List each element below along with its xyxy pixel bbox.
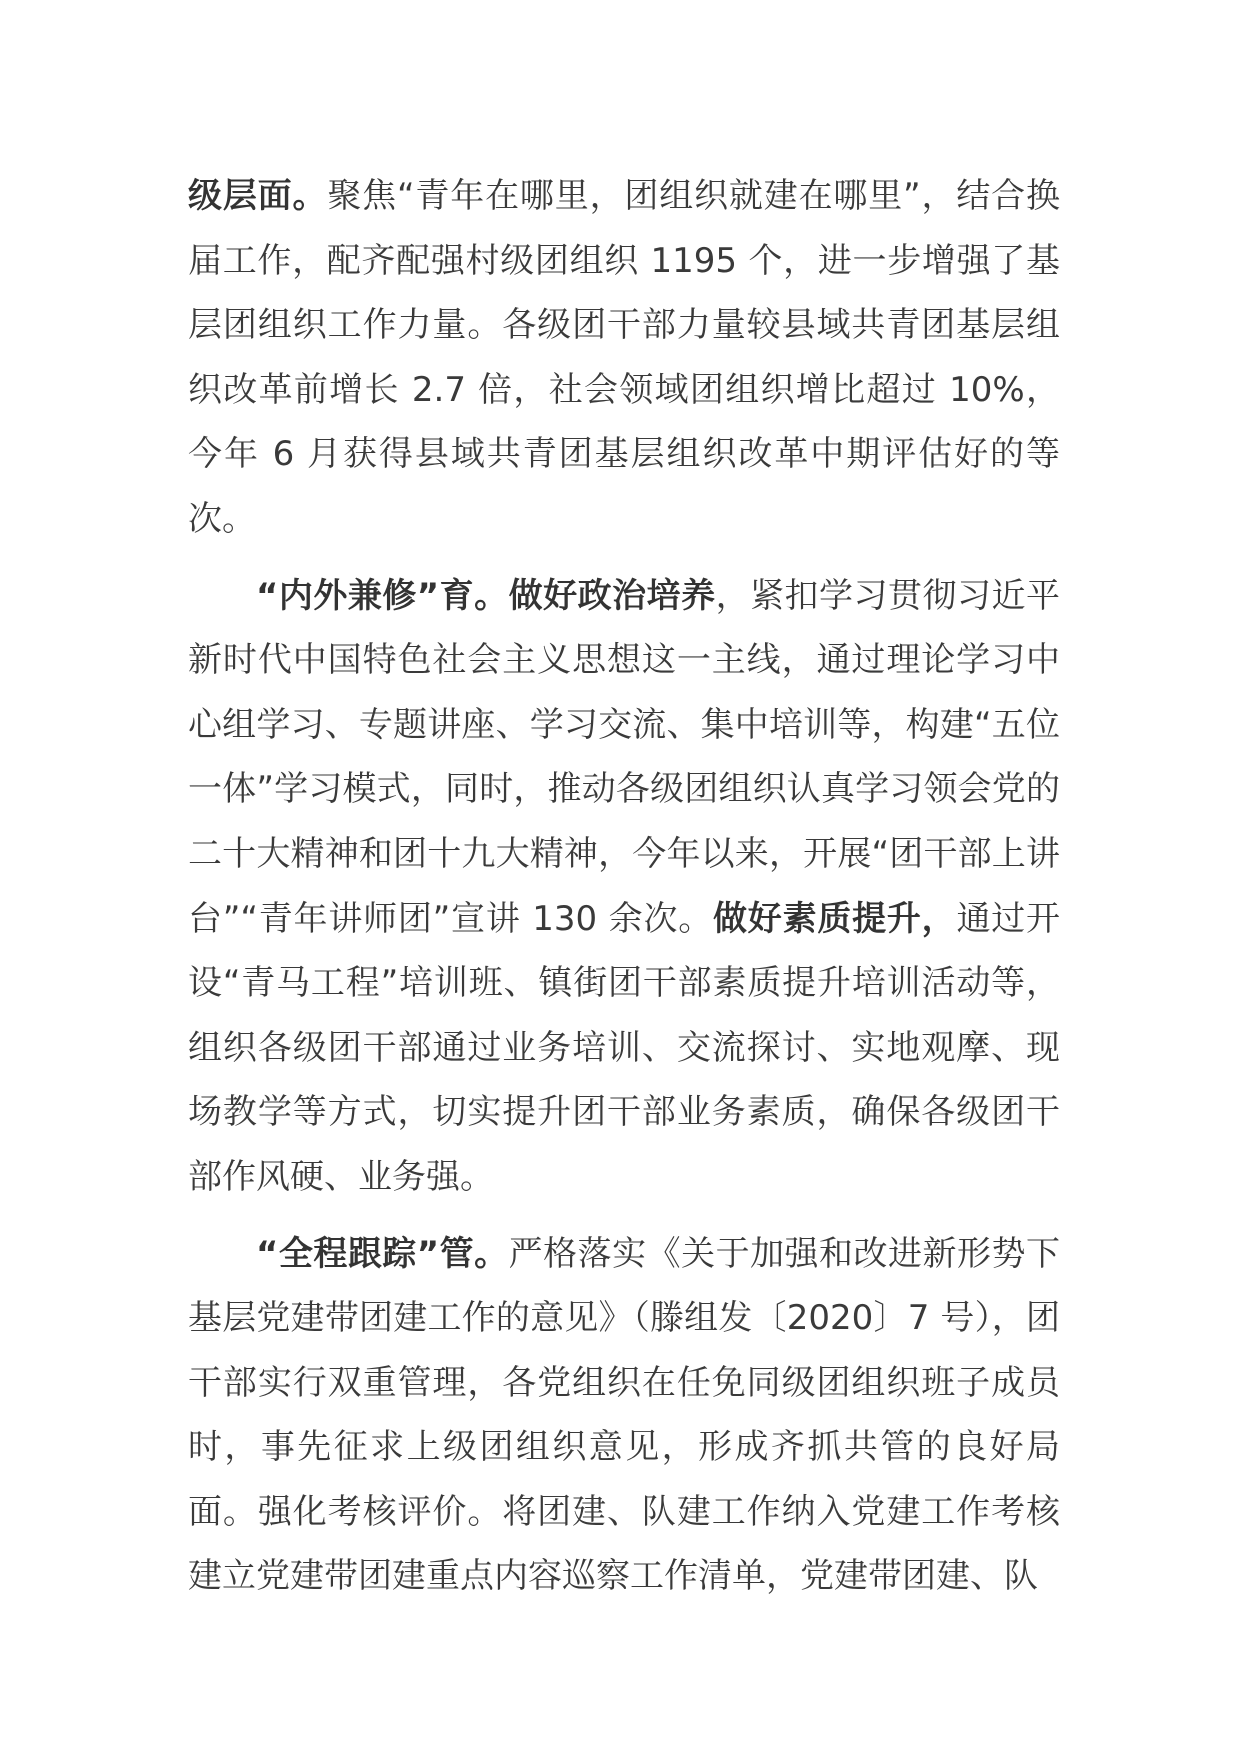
body-text: 严格落实《关于加强和改进新形势下基层党建带团建工作的意见》（滕组发〔2020〕7 号），团干部实行双重管理，各党组织在任免同级团组织班子成员时，事先征求上级团组织意见，形成齐抓共管的良好局面。强化考核评价。将团建、队建工作纳入党建工作考核建立党建带团建重点内容巡察工作清单，党建带团建、队 <box>188 1233 1060 1597</box>
paragraph-management <box>188 1222 1060 1610</box>
body-text: 聚焦“青年在哪里，团组织就建在哪里”，结合换届工作，配齐配强村级团组织 1195 个，进一步增强了基层团组织工作力量。各级团干部力量较县域共青团基层组织改革前增长 2.7 倍，社会领域团组织增比超过 10%，今年 6 月获得县域共青团基层组织改革中期评估好的等次。 <box>188 176 1060 539</box>
body-text: ，紧扣学习贯彻习近平新时代中国特色社会主义思想这一主线，通过理论学习中心组学习、专题讲座、学习交流、集中培训等，构建“五位一体”学习模式，同时，推动各级团组织认真学习领会党的二十大精神和团十九大精神，今年以来，开展“团干部上讲台”“青年讲师团”宣讲 130 余次。 <box>188 575 1060 939</box>
bold-lead: “全程跟踪”管。 <box>256 1233 509 1274</box>
body-text: 通过开设“青马工程”培训班、镇街团干部素质提升培训活动等，组织各级团干部通过业务培训、交流探讨、实地观摩、现场教学等方式，切实提升团干部业务素质，确保各级团干部作风硬、业务强。 <box>188 898 1061 1197</box>
document-page <box>188 164 1060 1621</box>
bold-lead: “内外兼修”育。做好政治培养 <box>256 575 716 616</box>
bold-subheading: 做好素质提升， <box>713 898 957 939</box>
paragraph-grassroots-level <box>188 164 1060 552</box>
paragraph-cultivation <box>188 564 1060 1210</box>
bold-lead: 级层面。 <box>188 176 328 216</box>
